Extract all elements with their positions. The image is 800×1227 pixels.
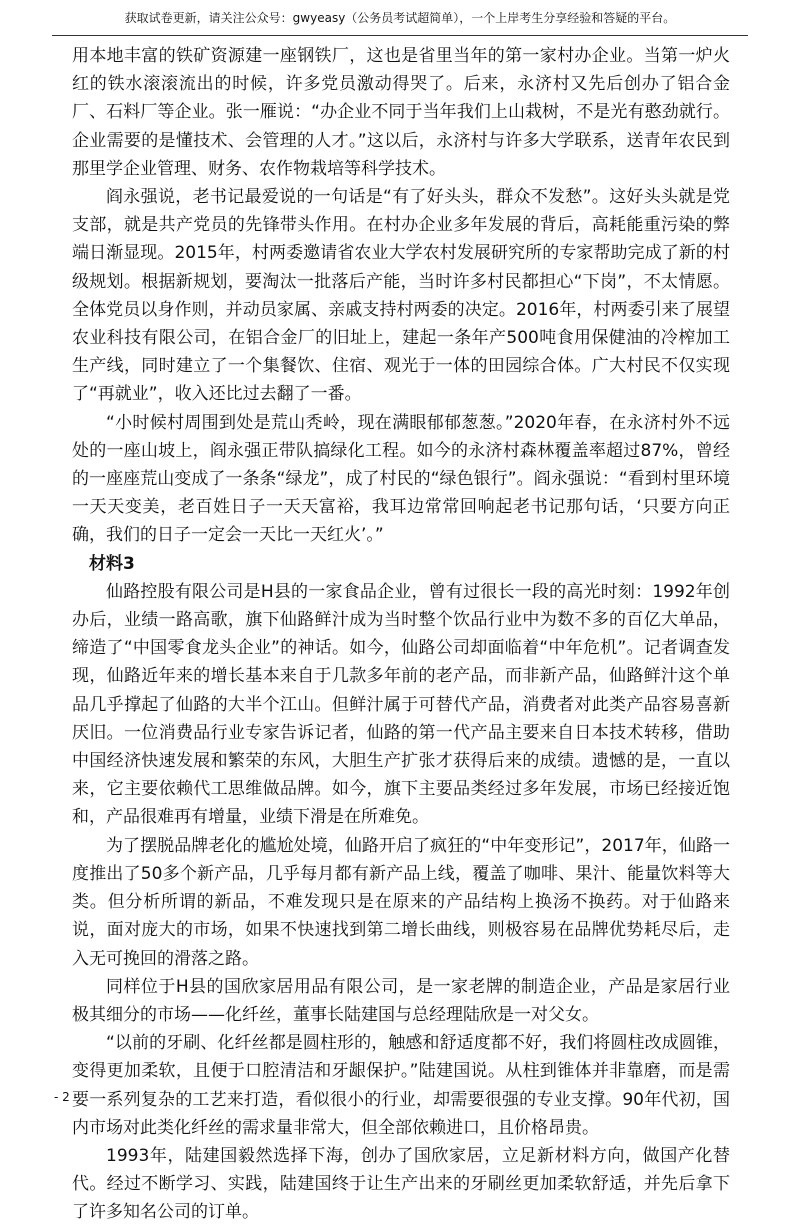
paragraph: “以前的牙刷、化纤丝都是圆柱形的，触感和舒适度都不好，我们将圆柱改成圆锥，变得更加柔软，且便于口腔清洁和牙龈保护。”陆建国说。从柱到锥体并非靠磨，而是需要一系列复杂的工艺来打造，看似很小的行业，却需要很强的专业支撑。90年代初，国内市场对此类化纤丝的需求量非常大，但全部依赖进口，且价格昂贵。 (72, 1033, 730, 1138)
section-title: 材料3 (89, 553, 135, 574)
paragraph: 同样位于H县的国欣家居用品有限公司，是一家老牌的制造企业，产品是家居行业极其细分的市场——化纤丝，董事长陆建国与总经理陆欣是一对父女。 (72, 976, 730, 1025)
paragraph: 用本地丰富的铁矿资源建一座钢铁厂，这也是省里当年的第一家村办企业。当第一炉火红的铁水滚滚流出的时候，许多党员激动得哭了。后来，永济村又先后创办了铝合金厂、石料厂等企业。张一雁说：“办企业不同于当年我们上山栽树，不是光有憨劲就行。企业需要的是懂技术、会管理的人才。”这以后，永济村与许多大学联系，送青年农民到那里学企业管理、财务、农作物栽培等科学技术。 (72, 46, 730, 179)
page-number: - 2 - (54, 1090, 78, 1104)
document-body (72, 42, 730, 1227)
paragraph: 阎永强说，老书记最爱说的一句话是“有了好头头，群众不发愁”。这好头头就是党支部，就是共产党员的先锋带头作用。在村办企业多年发展的背后，高耗能重污染的弊端日渐显现。2015年，村两委邀请省农业大学农村发展研究所的专家帮助完成了新的村级规划。根据新规划，要淘汰一批落后产能，当时许多村民都担心“下岗”，不太情愿。全体党员以身作则，并动员家属、亲戚支持村两委的决定。2016年，村两委引来了展望农业科技有限公司，在铝合金厂的旧址上，建起一条年产500吨食用保健油的冷榨加工生产线，同时建立了一个集餐饮、住宿、观光于一体的田园综合体。广大村民不仅实现了“再就业”，收入还比过去翻了一番。 (72, 187, 730, 405)
paragraph: “小时候村周围到处是荒山秃岭，现在满眼郁郁葱葱。”2020年春，在永济村外不远处的一座山坡上，阎永强正带队搞绿化工程。如今的永济村森林覆盖率超过87%，曾经的一座座荒山变成了一条条“绿龙”，成了村民的“绿色银行”。阎永强说：“看到村里环境一天天变美，老百姓日子一天天富裕，我耳边常常回响起老书记那句话，‘只要方向正确，我们的日子一定会一天比一天红火’。” (72, 412, 730, 546)
paragraph: 1993年，陆建国毅然选择下海，创办了国欣家居，立足新材料方向，做国产化替代。经过不断学习、实践，陆建国终于让生产出来的牙刷丝更加柔软舒适，并先后拿下了许多知名公司的订单。 (72, 1145, 730, 1223)
paragraph: 为了摆脱品牌老化的尴尬处境，仙路开启了疯狂的“中年变形记”，2017年，仙路一度推出了50多个新产品，几乎每月都有新产品上线，覆盖了咖啡、果汁、能量饮料等大类。但分析所谓的新品，不难发现只是在原来的产品结构上换汤不换药。对于仙路来说，面对庞大的市场，如果不快速找到第二增长曲线，则极容易在品牌优势耗尽后，走入无可挽回的滑落之路。 (72, 835, 730, 969)
paragraph: 仙路控股有限公司是H县的一家食品企业，曾有过很长一段的高光时刻：1992年创办后，业绩一路高歌，旗下仙路鲜汁成为当时整个饮品行业中为数不多的百亿大单品，缔造了“中国零食龙头企业”的神话。如今，仙路公司却面临着“中年危机”。记者调查发现，仙路近年来的增长基本来自于几款多年前的老产品，而非新产品，仙路鲜汁这个单品几乎撑起了仙路的大半个江山。但鲜汁属于可替代产品，消费者对此类产品容易喜新厌旧。一位消费品行业专家告诉记者，仙路的第一代产品主要来自日本技术转移，借助中国经济快速发展和繁荣的东风，大胆生产扩张才获得后来的成绩。遗憾的是，一直以来，它主要依赖代工思维做品牌。如今，旗下主要品类经过多年发展，市场已经接近饱和，产品很难再有增量，业绩下滑是在所难免。 (72, 581, 730, 828)
header-divider (52, 35, 748, 36)
header-notice: 获取试卷更新，请关注公众号：gwyeasy（公务员考试超简单），一个上岸考生分享经验和答疑的平台。 (124, 11, 676, 25)
